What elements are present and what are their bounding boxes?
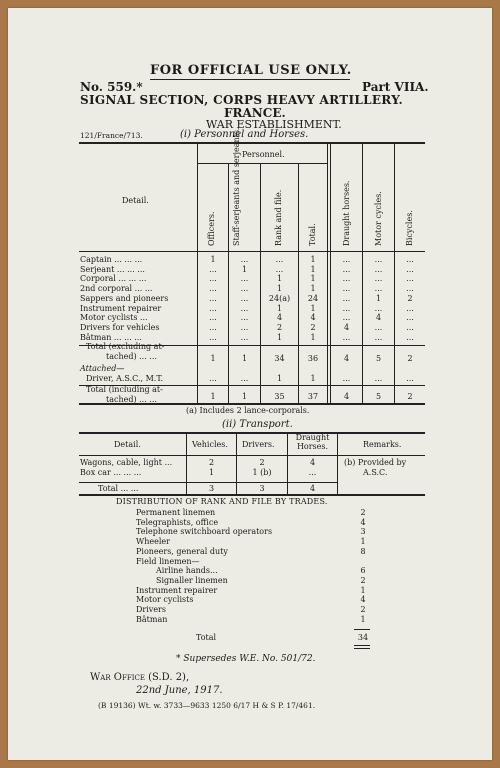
cell: 4 — [375, 313, 382, 323]
cell: ... — [209, 274, 217, 284]
cell: ... — [406, 255, 414, 264]
row-labels — [80, 255, 196, 342]
horses-column — [331, 255, 362, 342]
col-divider — [327, 143, 328, 404]
bicycles-header: Bicycles. — [405, 210, 414, 246]
cell: ... — [209, 322, 217, 332]
personnel-header: Personnel. — [242, 150, 285, 159]
document-number: No. 559.* — [80, 80, 143, 94]
distribution-item: Field linemen— — [136, 556, 200, 566]
cell: ... — [406, 322, 414, 332]
reference-number: 121/France/713. — [80, 131, 143, 140]
cell: 4 — [343, 322, 350, 332]
cell: 1 — [241, 392, 248, 401]
motor-column — [363, 255, 394, 342]
distribution-item: Instrument repairer — [136, 585, 218, 595]
cell: ... — [240, 274, 249, 284]
cell: ... — [406, 374, 414, 383]
detail-header: Detail. — [122, 196, 149, 205]
cell: 4 — [309, 458, 316, 467]
cell: ... — [240, 332, 249, 342]
total-including-line1: Total (including at- — [86, 385, 163, 394]
cell: ... — [209, 303, 217, 313]
cell: ... — [209, 293, 217, 303]
total-column — [299, 255, 327, 342]
distribution-value: 2 — [360, 508, 366, 517]
table-row-label: Drivers for vehicles — [80, 322, 160, 332]
cell: 1 — [310, 284, 316, 294]
cell: 1 (b) — [252, 467, 272, 477]
drivers-column — [237, 458, 287, 477]
table-row-label: Serjeant ... ... ... — [80, 264, 145, 274]
cell: ... — [374, 374, 383, 383]
cell: ... — [342, 374, 351, 383]
cell: ... — [209, 284, 217, 294]
cell: 1 — [310, 374, 316, 383]
cell: 1 — [210, 354, 216, 363]
cell: 1 — [310, 264, 316, 274]
vehicles-column — [187, 458, 236, 477]
distribution-value: 2 — [360, 575, 366, 585]
heading-underline — [150, 79, 350, 80]
cell: ... — [342, 293, 351, 303]
section-personnel-title: (i) Personnel and Horses. — [180, 129, 309, 140]
cell: ... — [406, 284, 414, 294]
table2-bottom-rule — [79, 494, 425, 496]
distribution-item: Drivers — [136, 605, 166, 615]
cell: 2 — [310, 322, 316, 332]
table-row-label: Captain ... ... ... — [80, 255, 143, 264]
officers-column — [198, 255, 228, 342]
cell: 4 — [343, 354, 350, 363]
motor-cycles-header: Motor cycles. — [374, 191, 383, 246]
officers-header: Officers. — [207, 211, 216, 246]
document-part: Part VIIA. — [362, 80, 429, 94]
distribution-double-rule — [354, 648, 370, 649]
distribution-item: Permanent linemen — [136, 508, 216, 517]
remarks-cell — [344, 458, 406, 477]
cell: 2 — [259, 458, 265, 467]
cell: ... — [240, 293, 249, 303]
cell: ... — [406, 274, 414, 284]
cell: ... — [342, 264, 351, 274]
distribution-value: 6 — [360, 566, 366, 576]
issue-date: 22nd June, 1917. — [136, 685, 223, 696]
cell: 1 — [276, 274, 283, 284]
attached-label: Attached— — [80, 364, 125, 373]
cell: 2 — [407, 392, 413, 401]
cell: ... — [275, 255, 284, 264]
cell: ... — [342, 332, 351, 342]
table1-footnote: (a) Includes 2 lance-corporals. — [186, 406, 310, 415]
table-row-label: Driver, A.S.C., M.T. — [86, 374, 164, 383]
distribution-value: 2 — [360, 605, 366, 615]
cell: ... — [240, 255, 249, 264]
cell: 1 — [210, 392, 216, 401]
table-row-label: Instrument repairer — [80, 303, 162, 313]
cell: 1 — [375, 293, 382, 303]
cell: 1 — [276, 332, 283, 342]
distribution-labels — [136, 508, 272, 624]
distribution-value: 1 — [360, 614, 366, 624]
cell: 1 — [310, 274, 316, 284]
cell: ... — [342, 284, 351, 294]
total-excluding-line1: Total (excluding at- — [86, 342, 165, 351]
distribution-values — [353, 508, 373, 624]
distribution-total-label: Total — [196, 633, 217, 642]
cell: 1 — [241, 264, 248, 274]
war-office: War Office (S.D. 2), — [90, 672, 190, 683]
cell: ... — [240, 313, 249, 323]
cell: ... — [406, 332, 414, 342]
staff-column — [229, 255, 260, 342]
print-code: (B 19136) Wt. w. 3733—9633 1250 6/17 H & S P. 17/461. — [98, 701, 316, 710]
distribution-value: 8 — [360, 546, 366, 556]
cell: ... — [240, 322, 249, 332]
cell: ... — [240, 284, 249, 294]
cell: 1 — [241, 354, 248, 363]
table-row-label: Box car ... ... ... — [80, 467, 142, 477]
distribution-value: 1 — [360, 585, 366, 595]
cell: 34 — [274, 354, 285, 363]
cell: ... — [406, 313, 414, 323]
cell: ... — [308, 467, 317, 477]
cell: 1 — [310, 303, 316, 313]
cell: ... — [342, 313, 351, 323]
cell: 3 — [208, 484, 215, 493]
cell: 2 — [407, 293, 413, 303]
transport-horses-header: Draught Horses. — [295, 433, 330, 451]
table-row-label: Bâtman ... ... ... — [80, 332, 142, 342]
total-including-label — [86, 385, 163, 404]
total-excluding-line2: tached) ... ... — [106, 351, 157, 361]
cell: 1 — [276, 284, 283, 294]
cell: 35 — [274, 392, 285, 401]
distribution-item: Telegraphists, office — [136, 517, 219, 527]
cell: 1 — [276, 374, 283, 383]
unit-title: SIGNAL SECTION, CORPS HEAVY ARTILLERY. — [80, 93, 403, 107]
distribution-sum-rule — [354, 629, 370, 630]
distribution-value: 3 — [360, 527, 366, 537]
table2-total-rule — [79, 482, 337, 483]
cell: 1 — [210, 255, 216, 264]
cell: ... — [374, 332, 383, 342]
section-transport-title: (ii) Transport. — [222, 419, 293, 430]
remarks-header: Remarks. — [363, 440, 402, 449]
cell: 5 — [375, 392, 382, 401]
cell: ... — [374, 255, 383, 264]
table2-header-rule — [79, 455, 425, 456]
table-row-label: 2nd corporal ... ... — [80, 284, 153, 294]
cell: ... — [209, 264, 217, 274]
cell: 1 — [310, 255, 316, 264]
distribution-title: DISTRIBUTION OF RANK AND FILE BY TRADES. — [116, 497, 328, 506]
distribution-item: Airline hands... — [156, 566, 218, 576]
cell: 2 — [407, 354, 413, 363]
cell: ... — [374, 264, 383, 274]
rank-column — [261, 255, 298, 342]
cell: 24 — [307, 293, 319, 303]
cell: ... — [374, 284, 383, 294]
cell: ... — [209, 374, 217, 383]
table-row-label: Sappers and pioneers — [80, 293, 169, 303]
col-divider — [337, 433, 338, 495]
draught-horses-header: Draught horses. — [342, 180, 351, 246]
cell: ... — [342, 303, 351, 313]
table-row-label: Corporal ... ... ... — [80, 274, 147, 284]
vehicles-header: Vehicles. — [192, 440, 228, 449]
country: FRANCE. — [224, 106, 286, 120]
cell: ... — [209, 332, 217, 342]
transport-row-labels — [80, 458, 172, 477]
cell: ... — [374, 303, 383, 313]
distribution-item: Signaller linemen — [156, 575, 228, 585]
cell: 36 — [307, 354, 319, 363]
cell: 4 — [310, 313, 316, 323]
distribution-item: Pioneers, general duty — [136, 546, 228, 556]
establishment-title: WAR ESTABLISHMENT. — [206, 118, 342, 131]
cell: 4 — [276, 313, 283, 323]
transport-horses-column — [288, 458, 337, 477]
cell: ... — [406, 264, 414, 274]
table-row-label: Motor cyclists ... — [80, 313, 148, 323]
distribution-value: 4 — [360, 517, 366, 527]
cell: ... — [374, 322, 383, 332]
staff-serjeants-header: Staff-serjeants and serjeants. — [232, 127, 241, 246]
remarks-line: (b) Provided by — [344, 458, 407, 467]
bicycles-column — [395, 255, 425, 342]
table-row-label: Wagons, cable, light ... — [80, 458, 173, 467]
transport-detail-header: Detail. — [114, 440, 141, 449]
cell: 3 — [259, 484, 265, 493]
distribution-value: 4 — [360, 595, 366, 605]
remarks-line: A.S.C. — [363, 467, 388, 477]
cell: ... — [240, 303, 249, 313]
transport-total-label: Total ... ... — [98, 484, 139, 493]
distribution-item: Motor cyclists — [136, 595, 194, 605]
cell: 1 — [310, 332, 316, 342]
cell: 37 — [307, 392, 319, 401]
cell: ... — [374, 274, 383, 284]
table2-top-rule — [79, 432, 425, 434]
cell: ... — [406, 303, 414, 313]
distribution-value — [353, 557, 373, 567]
distribution-item: Wheeler — [136, 537, 170, 547]
cell: 1 — [276, 303, 283, 313]
cell: ... — [342, 274, 351, 284]
rank-and-file-header: Rank and file. — [274, 189, 283, 246]
distribution-total-value: 34 — [357, 633, 369, 642]
cell: 2 — [276, 322, 283, 332]
cell: 24(a) — [268, 293, 291, 303]
drivers-header: Drivers. — [242, 440, 275, 449]
cell: ... — [342, 255, 351, 264]
distribution-value: 1 — [360, 537, 366, 547]
official-use-heading: FOR OFFICIAL USE ONLY. — [150, 63, 352, 78]
supersedes-note: * Supersedes W.E. No. 501/72. — [176, 654, 316, 664]
table1-header-rule — [79, 251, 425, 252]
distribution-item: Telephone switchboard operators — [136, 527, 273, 537]
cell: 2 — [208, 458, 215, 467]
distribution-item: Bâtman — [136, 614, 168, 624]
cell: 1 — [208, 467, 215, 477]
cell: ... — [240, 374, 249, 383]
cell: 4 — [343, 392, 350, 401]
cell: 5 — [375, 354, 382, 363]
total-header: Total. — [308, 223, 317, 246]
cell: ... — [275, 264, 284, 274]
distribution-double-rule — [354, 645, 370, 646]
cell: ... — [209, 313, 217, 323]
total-including-line2: tached) ... ... — [106, 394, 157, 404]
cell: 4 — [309, 484, 316, 493]
total-excluding-label — [86, 342, 164, 361]
document-page — [8, 8, 492, 760]
